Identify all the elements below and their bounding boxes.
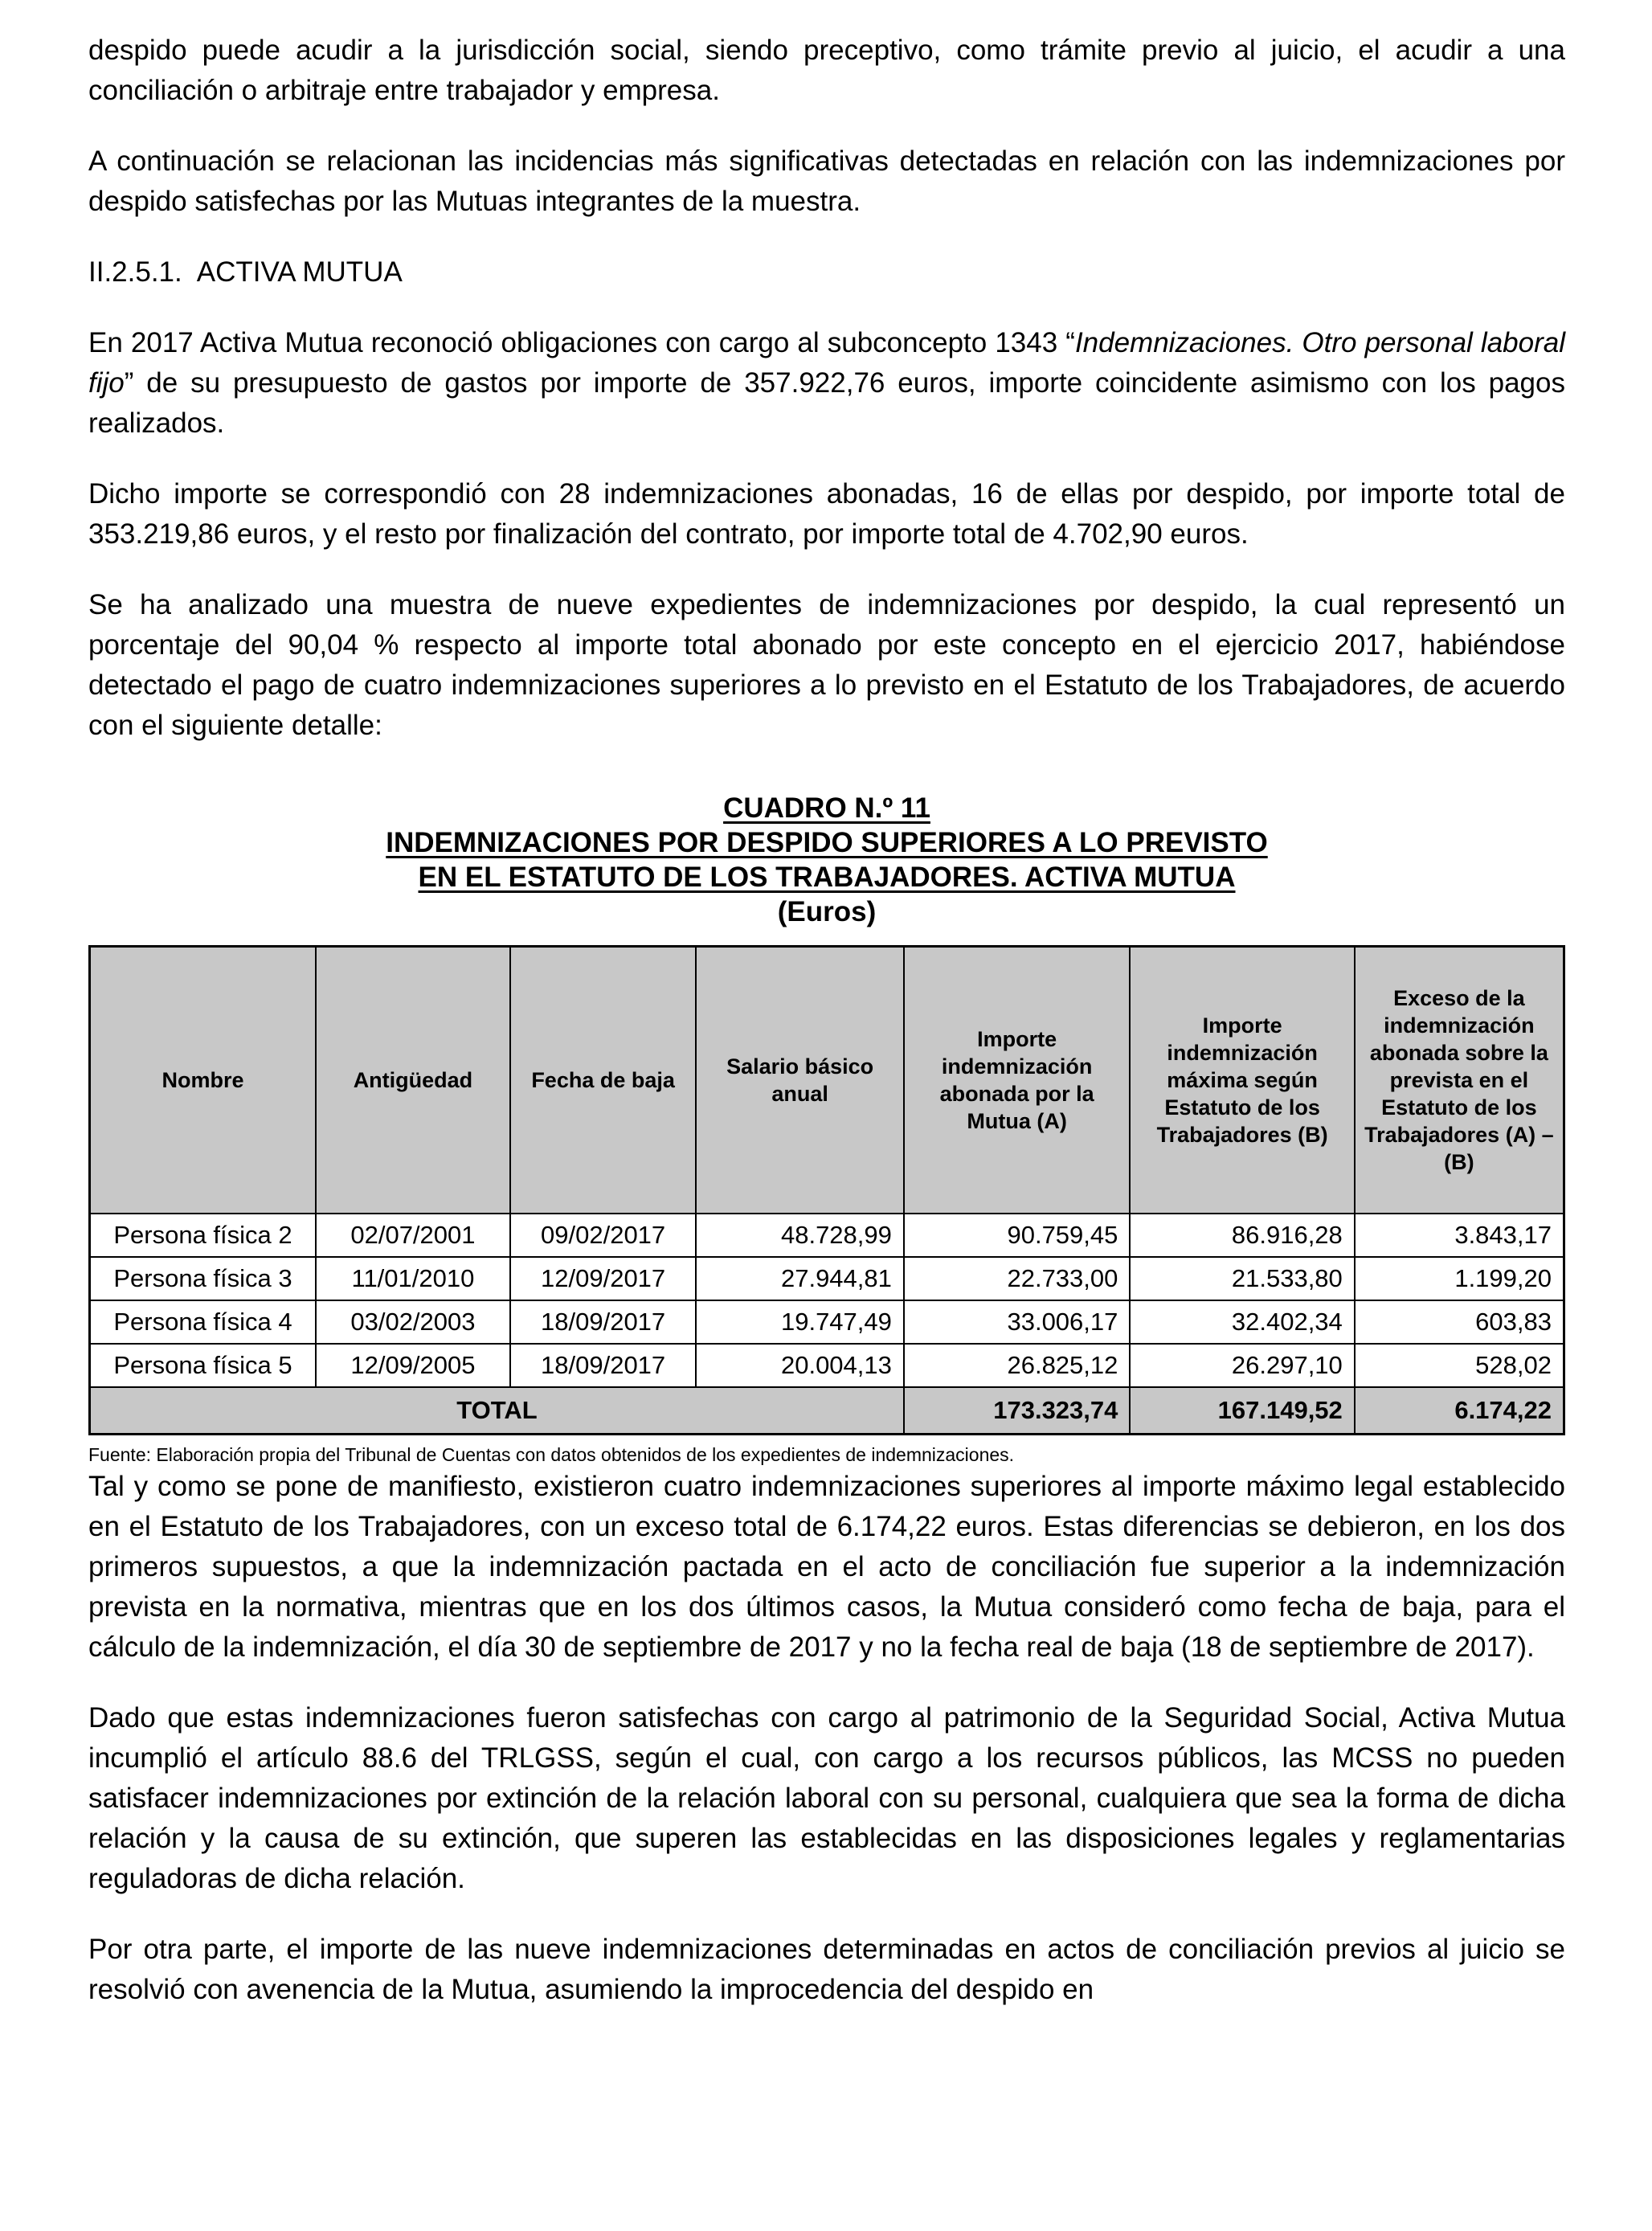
cell-nombre: Persona física 5 (90, 1344, 317, 1387)
cell-exceso: 3.843,17 (1355, 1214, 1564, 1257)
table-row (90, 1257, 1564, 1300)
cell-nombre: Persona física 3 (90, 1257, 317, 1300)
cell-exceso: 603,83 (1355, 1300, 1564, 1344)
cell-total-importe-b: 167.149,52 (1130, 1387, 1354, 1435)
column-header-fecha-baja: Fecha de baja (510, 947, 696, 1214)
table-title-line-cuadro (88, 791, 1565, 825)
cell-importe-b: 21.533,80 (1130, 1257, 1354, 1300)
table-header-row (90, 947, 1564, 1214)
table-title-block (88, 791, 1565, 929)
cell-exceso: 1.199,20 (1355, 1257, 1564, 1300)
paragraph-intro-despido: despido puede acudir a la jurisdicción social, siendo preceptivo, como trámite previo al juicio, el acudir a una conciliación o arbitraje entre trabajador y empresa. (88, 35, 1565, 106)
cell-salario: 48.728,99 (696, 1214, 904, 1257)
column-header-antiguedad: Antigüedad (316, 947, 510, 1214)
section-heading-activa-mutua (88, 252, 1565, 293)
paragraph-patrimonio-seguridad-social: Dado que estas indemnizaciones fueron satisfechas con cargo al patrimonio de la Seguridad Social, Activa Mutua incumplió el artículo 88.6 del TRLGSS, según el cual, con cargo a los recursos públicos, las MCSS no pueden satisfacer indemnizaciones por extinción de la relación laboral con su personal, cualquiera que sea la forma de dicha relación y la causa de su extinción, que superen las establecidas en las disposiciones legales y reglamentarias reguladoras de dicha relación. (88, 1702, 1565, 1894)
cell-fecha-baja: 12/09/2017 (510, 1257, 696, 1300)
table-title-line-estatuto (88, 860, 1565, 894)
cell-salario: 20.004,13 (696, 1344, 904, 1387)
cell-nombre: Persona física 4 (90, 1300, 317, 1344)
table-row (90, 1214, 1564, 1257)
cell-total-importe-a: 173.323,74 (904, 1387, 1131, 1435)
cell-salario: 19.747,49 (696, 1300, 904, 1344)
table-body (90, 1214, 1564, 1435)
cell-importe-a: 90.759,45 (904, 1214, 1131, 1257)
cell-importe-a: 22.733,00 (904, 1257, 1131, 1300)
paragraph-actos-conciliacion: Por otra parte, el importe de las nueve indemnizaciones determinadas en actos de conciliación previos al juicio se resolvió con avenencia de la Mutua, asumiendo la improcedencia del despido en (88, 1934, 1565, 2005)
table-row (90, 1300, 1564, 1344)
table-source-note: Fuente: Elaboración propia del Tribunal de Cuentas con datos obtenidos de los expedientes de indemnizaciones. (88, 1444, 1015, 1465)
cell-importe-a: 33.006,17 (904, 1300, 1131, 1344)
table-title-subject-text: INDEMNIZACIONES POR DESPIDO SUPERIORES A LO PREVISTO (386, 827, 1268, 858)
cell-fecha-baja: 18/09/2017 (510, 1300, 696, 1344)
paragraph-importe-correspondio: Dicho importe se correspondió con 28 indemnizaciones abonadas, 16 de ellas por despido, por importe total de 353.219,86 euros, y el resto por finalización del contrato, por importe total de 4.702,90 euros. (88, 478, 1565, 550)
paragraph-obligaciones-part1: En 2017 Activa Mutua reconoció obligaciones con cargo al subconcepto 1343 “ (88, 327, 1075, 358)
cell-total-exceso: 6.174,22 (1355, 1387, 1564, 1435)
column-header-importe-maximo-estatuto: Importe indemnización máxima según Estatuto de los Trabajadores (B) (1130, 947, 1354, 1214)
cuadro-11-table (88, 945, 1565, 1435)
table-head (90, 947, 1564, 1214)
cell-antiguedad: 02/07/2001 (316, 1214, 510, 1257)
cell-exceso: 528,02 (1355, 1344, 1564, 1387)
table-title-line-subject (88, 825, 1565, 860)
table-title-line-units (88, 894, 1565, 929)
cell-salario: 27.944,81 (696, 1257, 904, 1300)
cell-fecha-baja: 18/09/2017 (510, 1344, 696, 1387)
paragraph-obligaciones-2017 (88, 323, 1565, 444)
cell-importe-b: 86.916,28 (1130, 1214, 1354, 1257)
column-header-salario-basico-anual: Salario básico anual (696, 947, 904, 1214)
column-header-importe-abonado-mutua: Importe indemnización abonada por la Mutua (A) (904, 947, 1131, 1214)
table-total-row (90, 1387, 1564, 1435)
cell-fecha-baja: 09/02/2017 (510, 1214, 696, 1257)
cell-importe-b: 26.297,10 (1130, 1344, 1354, 1387)
cell-antiguedad: 03/02/2003 (316, 1300, 510, 1344)
cell-antiguedad: 11/01/2010 (316, 1257, 510, 1300)
paragraph-manifiesto-exceso: Tal y como se pone de manifiesto, existieron cuatro indemnizaciones superiores al importe máximo legal establecido en el Estatuto de los Trabajadores, con un exceso total de 6.174,22 euros. Estas diferencias se debieron, en los dos primeros supuestos, a que la indemnización pactada en el acto de conciliación fue superior a la indemnización prevista en la normativa, mientras que en los dos últimos casos, la Mutua consideró como fecha de baja, para el cálculo de la indemnización, el día 30 de septiembre de 2017 y no la fecha real de baja (18 de septiembre de 2017). (88, 1471, 1565, 1663)
cell-nombre: Persona física 2 (90, 1214, 317, 1257)
paragraph-obligaciones-part2: ” de su presupuesto de gastos por importe de 357.922,76 euros, importe coincidente asimismo con los pagos realizados. (88, 367, 1565, 439)
table-row (90, 1344, 1564, 1387)
table-title-units-text: (Euros) (777, 896, 877, 927)
paragraph-obligaciones-italic: Indemnizaciones. Otro personal laboral fijo (88, 327, 1565, 399)
column-header-nombre: Nombre (90, 947, 317, 1214)
table-title-cuadro-text: CUADRO N.º 11 (723, 792, 930, 824)
cell-importe-a: 26.825,12 (904, 1344, 1131, 1387)
paragraph-muestra-expedientes: Se ha analizado una muestra de nueve expedientes de indemnizaciones por despido, la cual representó un porcentaje del 90,04 % respecto al importe total abonado por este concepto en el ejercicio 2017, habiéndose detectado el pago de cuatro indemnizaciones superiores a lo previsto en el Estatuto de los Trabajadores, de acuerdo con el siguiente detalle: (88, 589, 1565, 741)
cell-importe-b: 32.402,34 (1130, 1300, 1354, 1344)
table-title-estatuto-text: EN EL ESTATUTO DE LOS TRABAJADORES. ACTIVA MUTUA (418, 862, 1236, 893)
cell-total-label: TOTAL (90, 1387, 904, 1435)
section-number: II.2.5.1. (88, 256, 182, 288)
section-title: ACTIVA MUTUA (196, 256, 403, 288)
column-header-exceso-indemnizacion: Exceso de la indemnización abonada sobre la prevista en el Estatuto de los Trabajadores (A) – (B) (1355, 947, 1564, 1214)
cell-antiguedad: 12/09/2005 (316, 1344, 510, 1387)
paragraph-incidencias: A continuación se relacionan las incidencias más significativas detectadas en relación con las indemnizaciones por despido satisfechas por las Mutuas integrantes de la muestra. (88, 145, 1565, 217)
